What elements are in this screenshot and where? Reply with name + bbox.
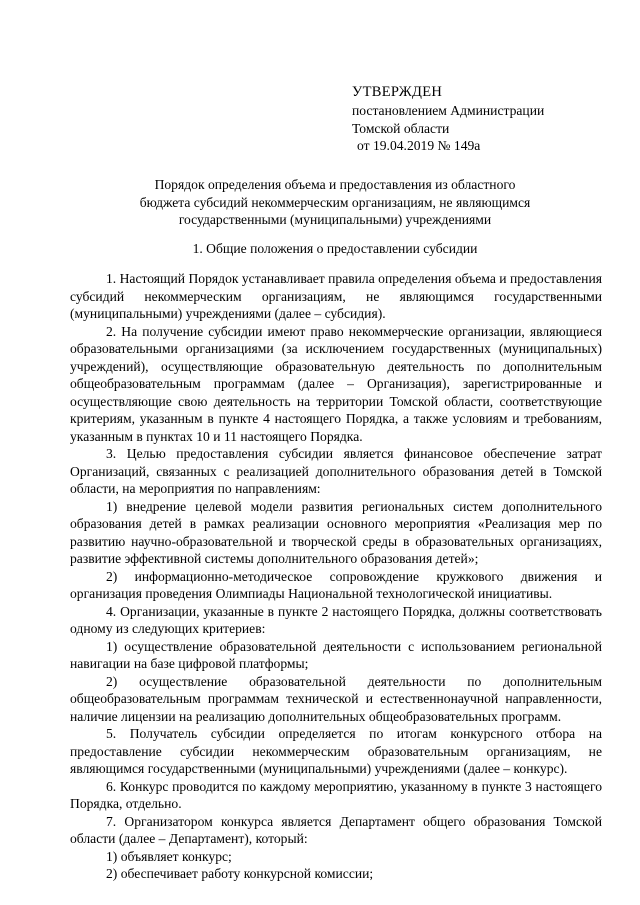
document-body bbox=[70, 270, 602, 883]
approval-line-1: постановлением Администрации bbox=[352, 103, 545, 118]
paragraph: 6. Конкурс проводится по каждому мероприятию, указанному в пункте 3 настоящего Порядка, отдельно. bbox=[70, 778, 602, 811]
document-title-line-3: государственными (муниципальными) учреждениями bbox=[178, 212, 492, 227]
approval-stamp bbox=[352, 83, 612, 155]
document-title-line-1: Порядок определения объема и предоставления из областного bbox=[154, 177, 516, 192]
approval-title: УТВЕРЖДЕН bbox=[352, 84, 443, 100]
section-heading: 1. Общие положения о предоставлении субсидии bbox=[192, 241, 478, 256]
paragraph: 4. Организации, указанные в пункте 2 настоящего Порядка, должны соответствовать одному из следующих критериев: bbox=[70, 603, 602, 636]
paragraph: 1) осуществление образовательной деятельности с использованием региональной навигации на базе цифровой платформы; bbox=[70, 638, 602, 671]
paragraph: 2) обеспечивает работу конкурсной комиссии; bbox=[106, 866, 374, 881]
paragraph: 5. Получатель субсидии определяется по итогам конкурсного отбора на предоставление субсидии некоммерческим образовательным организациям, не являющимся государственными (муниципальными) учреждениями (далее – конкурс). bbox=[70, 726, 602, 776]
paragraph: 3. Целью предоставления субсидии является финансовое обеспечение затрат Организаций, связанных с реализацией дополнительного образования детей в Томской области, на мероприятия по направлениям: bbox=[70, 446, 602, 496]
document-title-line-2: бюджета субсидий некоммерческим организациям, не являющимся bbox=[139, 194, 531, 210]
paragraph: 1. Настоящий Порядок устанавливает правила определения объема и предоставления субсидий некоммерческим организациям, не являющимся государственными (муниципальными) учреждениями (далее – субсидия). bbox=[70, 271, 602, 321]
paragraph: 1) внедрение целевой модели развития региональных систем дополнительного образования детей в рамках реализации основного мероприятия «Реализация мер по развитию научно-образовательной и творческой среды в образовательных организациях, развитие эффективной системы дополнительного образования детей»; bbox=[70, 498, 602, 566]
paragraph: 2) информационно-методическое сопровождение кружкового движения и организация проведения Олимпиады Национальной технологической инициативы. bbox=[70, 568, 602, 601]
paragraph: 7. Организатором конкурса является Департамент общего образования Томской области (далее – Департамент), который: bbox=[70, 813, 602, 846]
paragraph: 2. На получение субсидии имеют право некоммерческие организации, являющиеся образовательными организациями (за исключением государственных (муниципальных) учреждений), осуществляющие образовательную деятельность по дополнительным общеобразовательным программам (далее – Организация), зарегистрированные и осуществляющие свою деятельность на территории Томской области, соответствующие критериям, указанным в пункте 4 настоящего Порядка, а также условиям и требованиям, указанным в пунктах 10 и 11 настоящего Порядка. bbox=[70, 323, 602, 444]
approval-line-2: Томской области bbox=[352, 120, 450, 136]
paragraph: 1) объявляет конкурс; bbox=[106, 848, 232, 864]
document-title bbox=[70, 176, 600, 229]
approval-line-3: от 19.04.2019 № 149а bbox=[357, 138, 481, 153]
paragraph: 2) осуществление образовательной деятельности по дополнительным общеобразовательным программам технической и естественнонаучной направленности, наличие лицензии на реализацию дополнительных общеобразовательных программ. bbox=[70, 673, 602, 724]
